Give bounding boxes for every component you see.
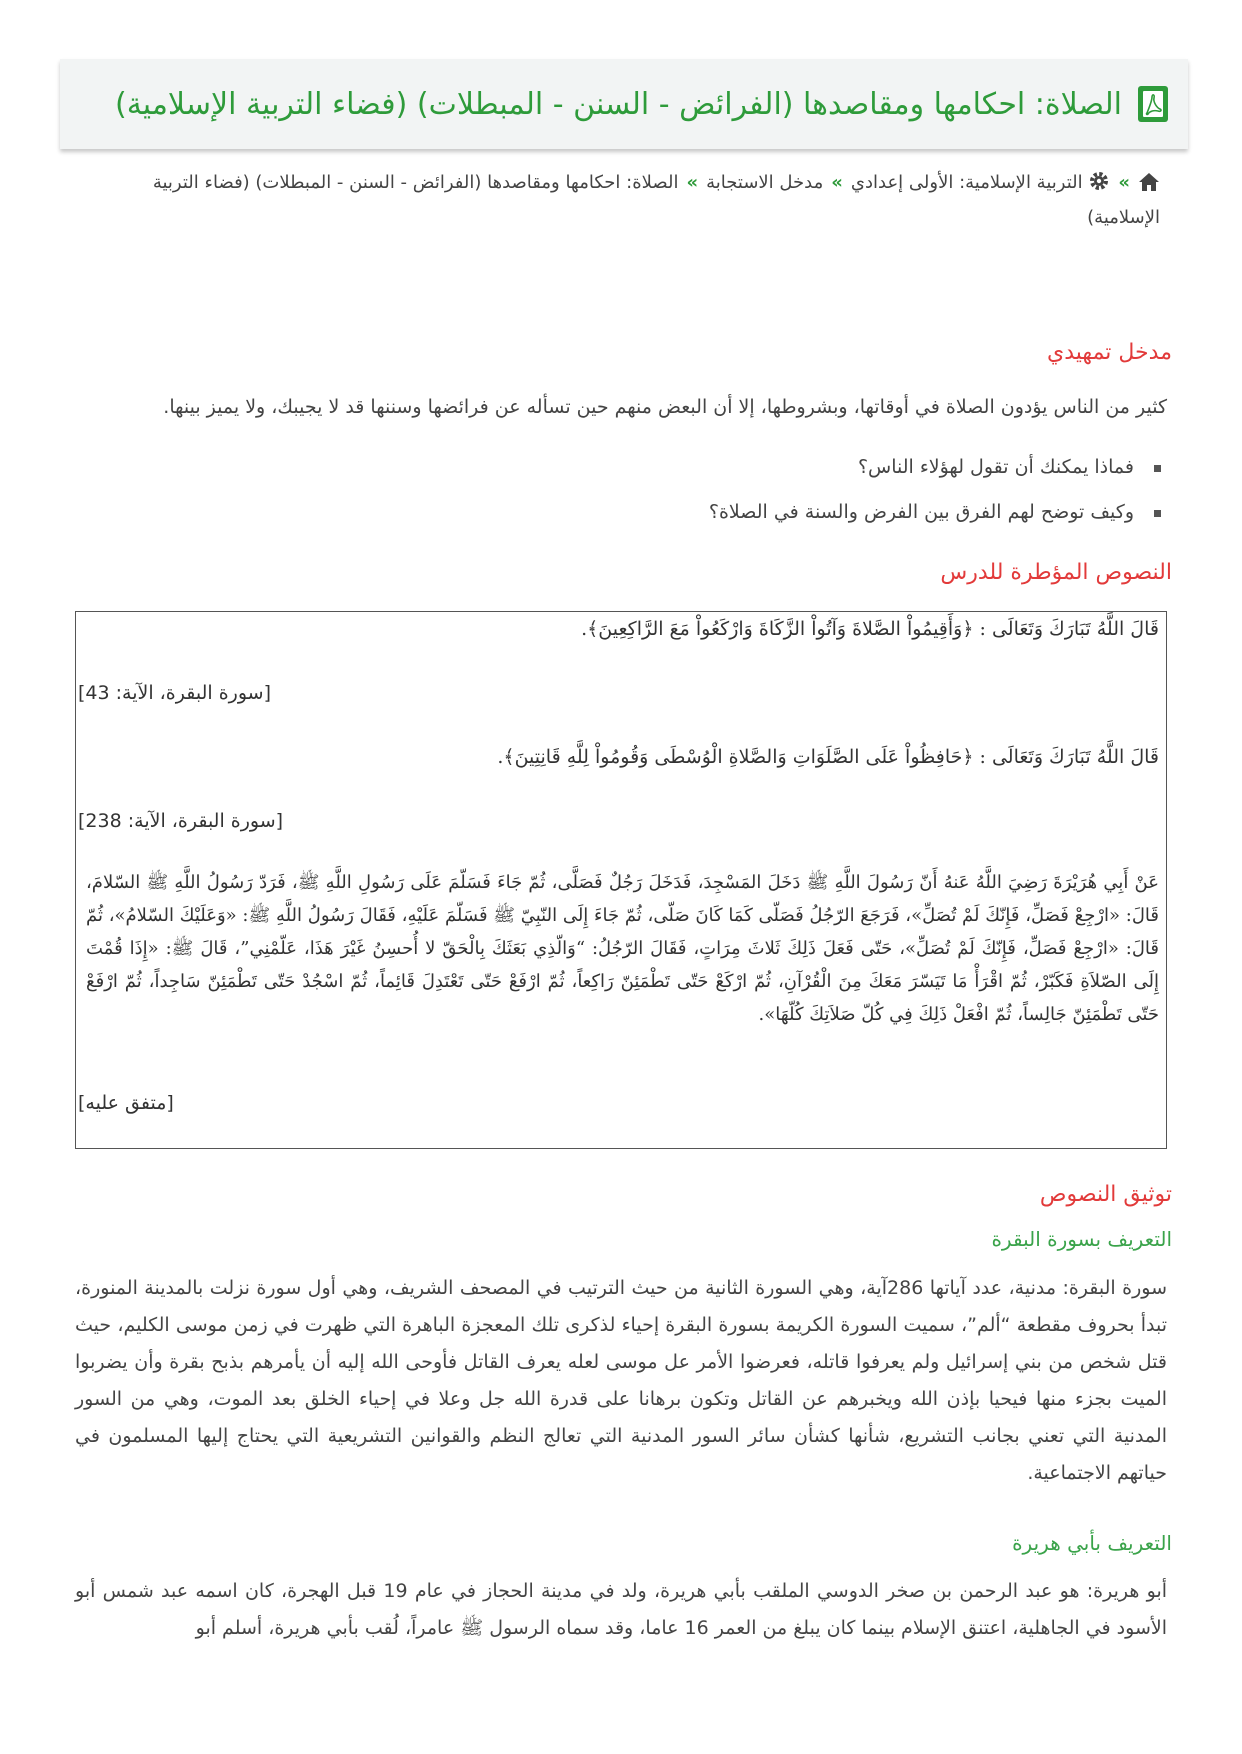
list-item	[709, 448, 1164, 486]
intro-text: كثير من الناس يؤدون الصلاة في أوقاتها، وبشروطها، إلا أن البعض منهم حين تسأله عن فرائضها وسننها قد لا يجيبك، ولا يميز بينها.	[163, 396, 1167, 418]
breadcrumb-separator: »	[1118, 172, 1130, 193]
baqara-text: سورة البقرة: مدنية، عدد آياتها 286آية، وهي السورة الثانية من حيث الترتيب في المصحف الشريف، وهي أول سورة نزلت بالمدينة المنورة، تبدأ بحروف مقطعة “ألم”، سميت السورة الكريمة بسورة البقرة إحياء لذكرى تلك المعجزة الباهرة التي ظهرت في زمن موسى الكليم، حيث قتل شخص من بني إسرائيل ولم يعرفوا قاتله، فعرضوا الأمر عل موسى لعله يعرف القاتل فأوحى الله إليه أن يأمرهم بذبح بقرة وأن يضربوا الميت بجزء منها فيحيا بإذن الله ويخبرهم عن القاتل وتكون برهانا على قدرة الله جل وعلا في إحياء الخلق بعد الموت، وهي من السور المدنية التي تعني بجانب التشريع، شأنها كشأن سائر السور المدنية التي تعالج النظم والقوانين التشريعية التي يحتاج إليها المسلمون في حياتهم الاجتماعية.	[75, 1277, 1167, 1484]
hadith-text: عَنْ أَبِي هُرَيْرَةَ رَضِيَ اللَّهُ عَنهُ أَنّ رَسُولَ اللَّهِ ﷺ دَخَلَ المَسْجِدَ، فَدَخَلَ رَجُلٌ فَصَلَّى، ثُمّ جَاءَ فَسَلّمَ عَلَى رَسُولِ اللَّهِ ﷺ، فَرَدّ رَسُولُ اللَّهِ ﷺ السّلامَ، قَالَ: «ارْجِعْ فَصَلِّ، فَإِنّكَ لَمْ تُصَلِّ»، فَرَجَعَ الرّجُلُ فَصَلّى كَمَا كَانَ صَلّى، ثُمّ جَاءَ إِلَى النّبِيّ ﷺ فَسَلّمَ عَلَيْهِ، فَقَالَ رَسُولُ اللَّهِ ﷺ: «وَعَلَيْكَ السّلامُ»، ثُمّ قَالَ: «ارْجِعْ فَصَلِّ، فَإِنّكَ لَمْ تُصَلِّ»، حَتّى فَعَلَ ذَلِكَ ثَلاثَ مِرَاتٍ، فَقَالَ الرّجُلُ: “وَالّذِي بَعَثَكَ بِالْحَقّ لا أُحسِنُ غَيْرَ هَذَا، عَلّمْنِي”، قَالَ ﷺ: «إِذَا قُمْتَ إِلَى الصّلاَةِ فَكَبّرْ، ثُمّ اقْرَأْ مَا تَيَسّرَ مَعَكَ مِنَ الْقُرْآنِ، ثُمّ ارْكَعْ حَتّى تَطْمَئِنّ رَاكِعاً، ثُمّ ارْفَعْ حَتّى تَعْتَدِلَ قَائِماً، ثُمّ اسْجُدْ حَتّى تَطْمَئِنّ سَاجِداً، ثُمّ ارْفَعْ حَتّى تَطْمَئِنّ جَالِساً، ثُمّ افْعَلْ ذَلِكَ فِي كُلّ صَلاَتِكَ كُلّهَا».	[86, 872, 1159, 1025]
framing-texts-box	[75, 611, 1167, 1149]
intro-heading: مدخل تمهيدي	[1047, 340, 1172, 365]
question-text: فماذا يمكنك أن تقول لهؤلاء الناس؟	[857, 456, 1134, 478]
breadcrumb-item-course[interactable]: التربية الإسلامية: الأولى إعدادي	[850, 172, 1083, 193]
home-icon[interactable]	[1138, 172, 1160, 192]
breadcrumb-item-current: الصلاة: احكامها ومقاصدها (الفرائض - السنن - المبطلات) (فضاء التربية الإسلامية)	[152, 172, 1160, 228]
pdf-icon[interactable]	[1138, 86, 1168, 122]
bullet	[1154, 510, 1161, 517]
breadcrumb	[100, 165, 1160, 235]
breadcrumb-item-unit[interactable]: مدخل الاستجابة	[706, 172, 824, 193]
abu-hurayra-text: أبو هريرة: هو عبد الرحمن بن صخر الدوسي الملقب بأبي هريرة، ولد في مدينة الحجاز في عام 19 قبل الهجرة، كان اسمه عبد شمس أبو الأسود في الجاهلية، اعتنق الإسلام بينما كان يبلغ من العمر 16 عاما، وقد سماه الرسول ﷺ عامراً، لُقب بأبي هريرة، أسلم أبو	[75, 1580, 1168, 1639]
verse-2: قَالَ اللَّهُ تَبَارَكَ وَتَعَالَى : ﴿حَافِظُواْ عَلَى الصَّلَوَاتِ وَالصَّلاةِ الْوُسْطَى وَقُومُواْ لِلَّهِ قَانِتِينَ﴾.	[497, 746, 1159, 768]
intro-questions	[709, 448, 1164, 538]
breadcrumb-separator: »	[686, 172, 699, 193]
list-item	[709, 493, 1164, 531]
question-text: وكيف توضح لهم الفرق بين الفرض والسنة في الصلاة؟	[708, 501, 1134, 523]
documentation-heading: توثيق النصوص	[1039, 1182, 1172, 1207]
framing-heading: النصوص المؤطرة للدرس	[940, 560, 1172, 585]
verse-1-source: [سورة البقرة، الآية: 43]	[78, 682, 271, 704]
abu-hurayra-heading: التعريف بأبي هريرة	[1012, 1531, 1172, 1555]
gear-icon	[1088, 170, 1110, 192]
bullet	[1154, 465, 1161, 472]
page-title-bar	[60, 59, 1188, 149]
verse-2-source: [سورة البقرة، الآية: 238]	[78, 810, 284, 832]
baqara-heading: التعريف بسورة البقرة	[991, 1227, 1172, 1251]
breadcrumb-separator: »	[831, 172, 843, 193]
page-title: الصلاة: احكامها ومقاصدها (الفرائض - السنن - المبطلات) (فضاء التربية الإسلامية)	[115, 86, 1122, 122]
hadith-source: [متفق عليه]	[78, 1092, 174, 1114]
verse-1: قَالَ اللَّهُ تَبَارَكَ وَتَعَالَى : ﴿وَأَقِيمُواْ الصَّلاةَ وَآتُواْ الزَّكَاةَ وَارْكَعُواْ مَعَ الرَّاكِعِينَ﴾.	[581, 618, 1159, 640]
